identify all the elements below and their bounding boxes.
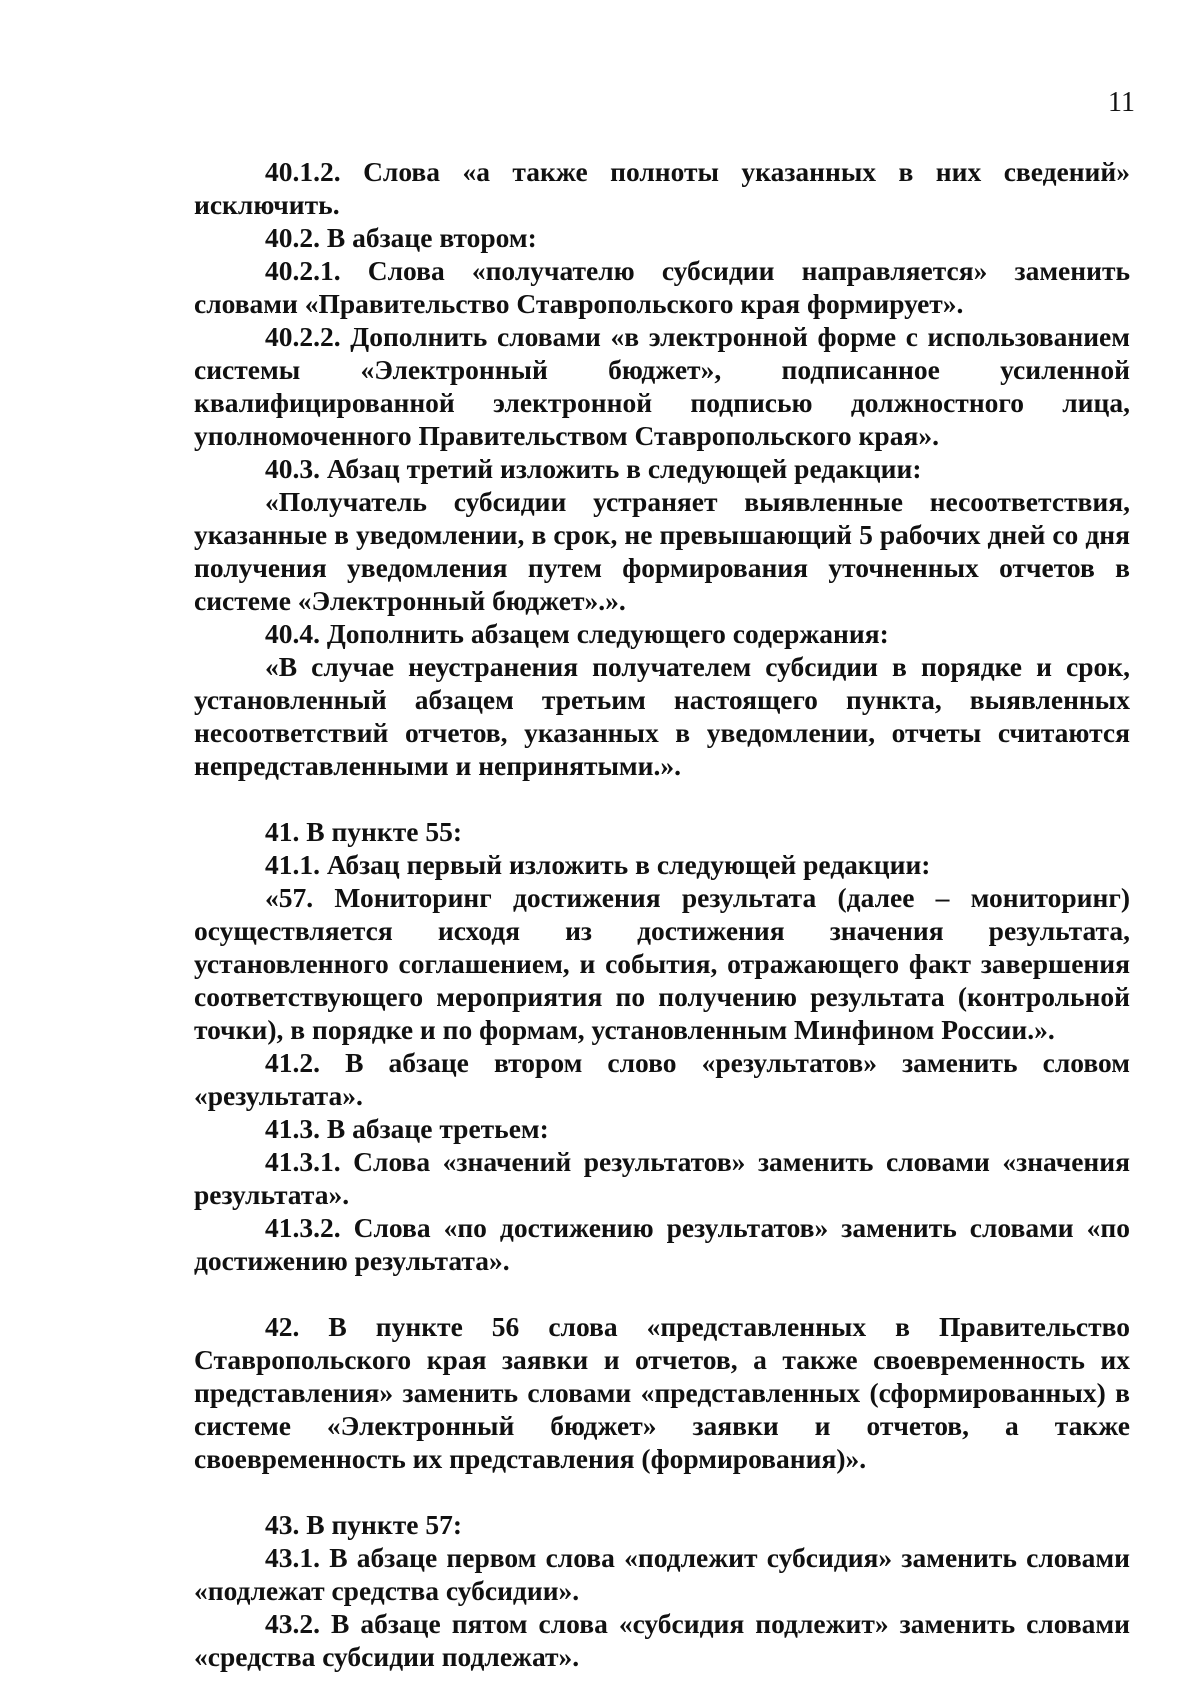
paragraph-41-3-2: 41.3.2. Слова «по достижению результатов» заменить словами «по достижению результата».: [194, 1212, 1130, 1276]
paragraph-40-4-quote: «В случае неустранения получателем субсидии в порядке и срок, установленный абзацем третьим настоящего пункта, выявленных несоответствий отчетов, указанных в уведомлении, отчеты считаются непредставленными и непринятыми.».: [194, 651, 1130, 781]
paragraph-40-4: 40.4. Дополнить абзацем следующего содержания:: [265, 618, 889, 649]
paragraph-43-1: 43.1. В абзаце первом слова «подлежит субсидия» заменить словами «подлежат средства субсидии».: [194, 1542, 1130, 1606]
paragraph-41-1: 41.1. Абзац первый изложить в следующей редакции:: [265, 849, 931, 880]
paragraph-41-1-quote: «57. Мониторинг достижения результата (далее – мониторинг) осуществляется исходя из достижения значения результата, установленного соглашением, и события, отражающего факт завершения соответствующего мероприятия по получению результата (контрольной точки), в порядке и по формам, установленным Минфином России.».: [194, 882, 1130, 1045]
page-number: 11: [1108, 87, 1135, 118]
paragraph-40-2-2: 40.2.2. Дополнить словами «в электронной форме с использованием системы «Электронный бюджет», подписанное усиленной квалифицированной электронной подписью должностного лица, уполномоченного Правительством Ставропольского края».: [194, 321, 1130, 451]
document-body: [194, 155, 1130, 1673]
paragraph-43: 43. В пункте 57:: [265, 1509, 462, 1540]
paragraph-40-3: 40.3. Абзац третий изложить в следующей редакции:: [265, 453, 922, 484]
paragraph-40-3-quote: «Получатель субсидии устраняет выявленные несоответствия, указанные в уведомлении, в срок, не превышающий 5 рабочих дней со дня получения уведомления путем формирования уточненных отчетов в системе «Электронный бюджет».».: [194, 486, 1130, 616]
paragraph-41-3: 41.3. В абзаце третьем:: [265, 1113, 549, 1144]
paragraph-42: 42. В пункте 56 слова «представленных в Правительство Ставропольского края заявки и отчетов, а также своевременность их представления» заменить словами «представленных (сформированных) в системе «Электронный бюджет» заявки и отчетов, а также своевременность их представления (формирования)».: [194, 1311, 1130, 1474]
paragraph-40-1-2: 40.1.2. Слова «а также полноты указанных в них сведений» исключить.: [194, 156, 1130, 220]
paragraph-41: 41. В пункте 55:: [265, 816, 462, 847]
paragraph-40-2-1: 40.2.1. Слова «получателю субсидии направляется» заменить словами «Правительство Ставропольского края формирует».: [194, 255, 1130, 319]
paragraph-43-2: 43.2. В абзаце пятом слова «субсидия подлежит» заменить словами «средства субсидии подлежат».: [194, 1608, 1130, 1672]
paragraph-41-3-1: 41.3.1. Слова «значений результатов» заменить словами «значения результата».: [194, 1146, 1130, 1210]
paragraph-41-2: 41.2. В абзаце втором слово «результатов» заменить словом «результата».: [194, 1047, 1130, 1111]
paragraph-40-2: 40.2. В абзаце втором:: [265, 222, 537, 253]
